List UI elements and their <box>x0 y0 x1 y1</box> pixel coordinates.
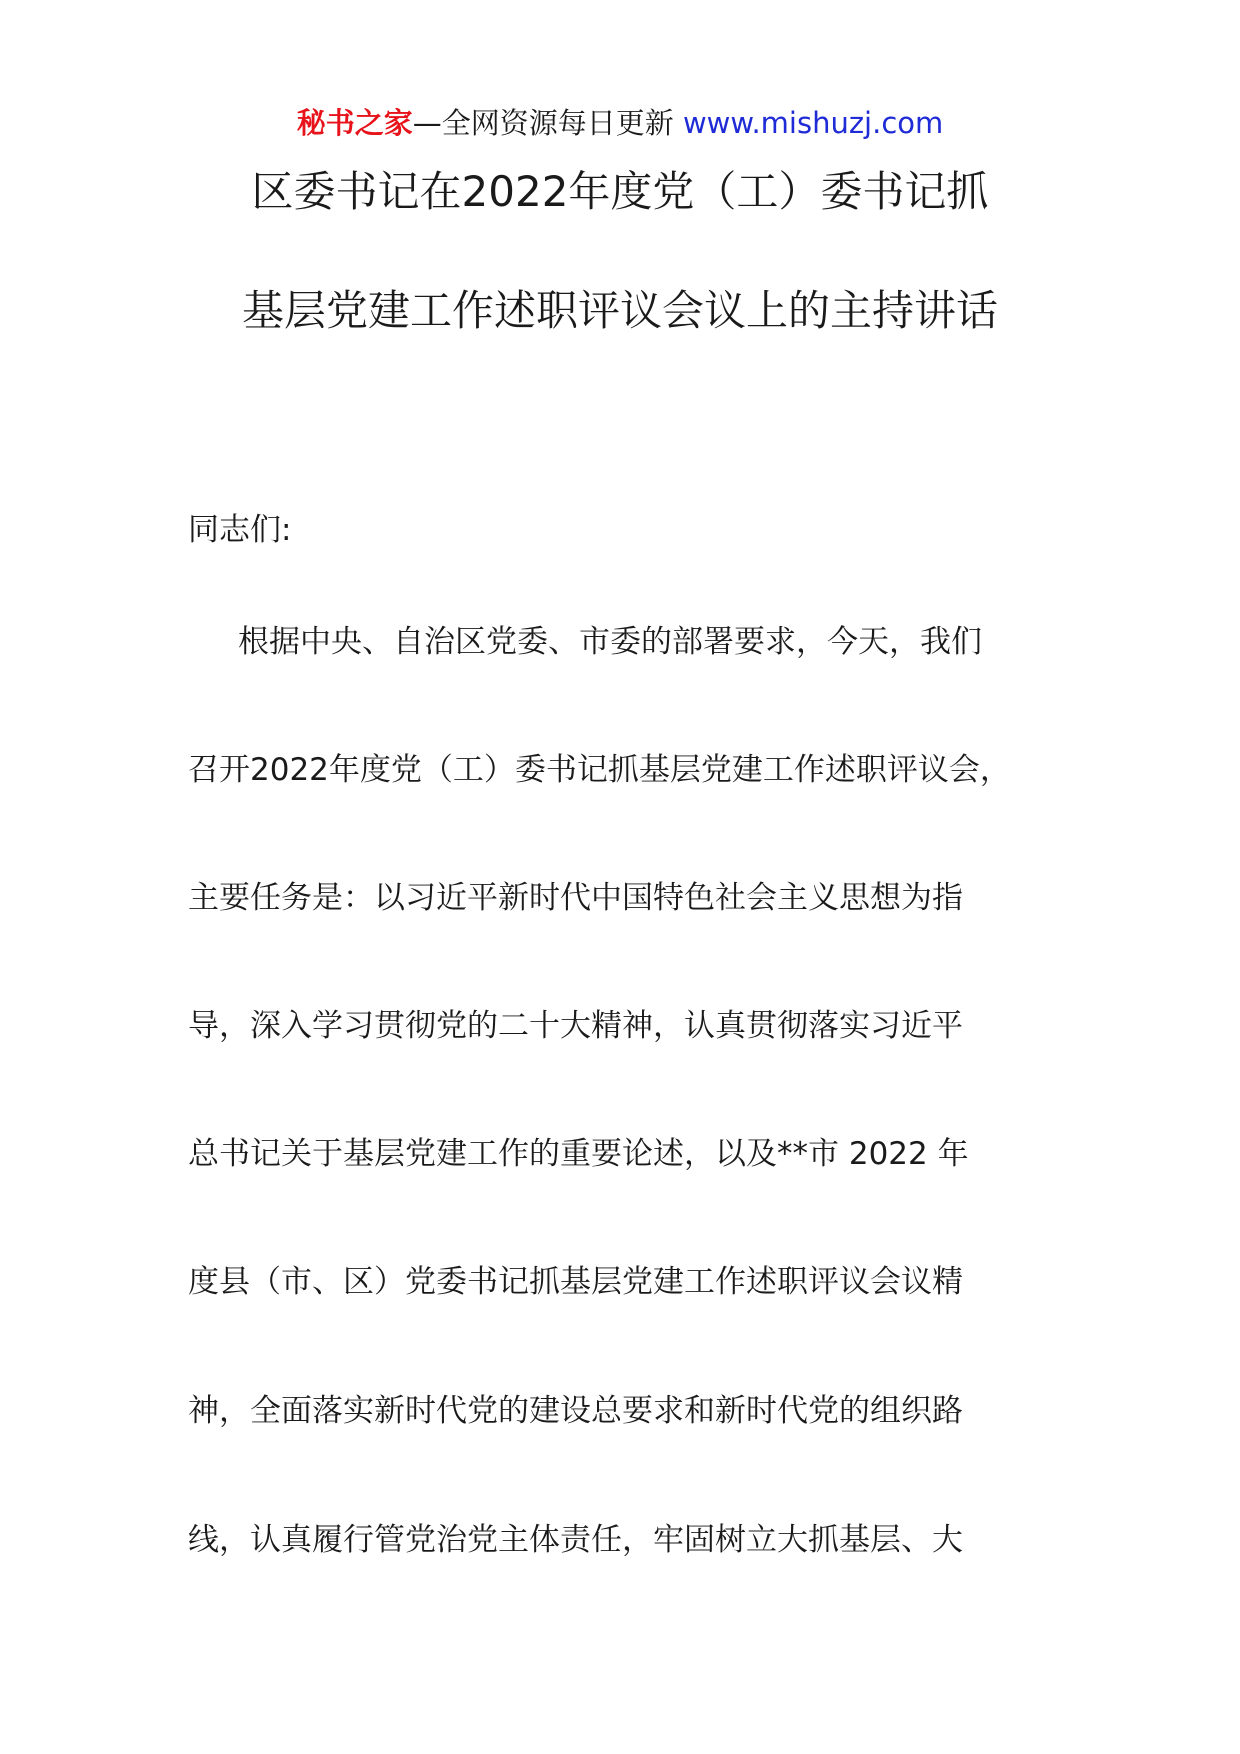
header-tagline: —全网资源每日更新 <box>412 106 683 140</box>
paragraph-line: 线，认真履行管党治党主体责任，牢固树立大抓基层、大 <box>188 1522 963 1558</box>
site-header <box>0 103 1240 143</box>
document-title-line-1: 区委书记在2022年度党（工）委书记抓 <box>251 167 989 216</box>
paragraph-line: 导，深入学习贯彻党的二十大精神，认真贯彻落实习近平 <box>188 1008 963 1044</box>
document-title-line-2: 基层党建工作述职评议会议上的主持讲话 <box>241 286 998 335</box>
salutation: 同志们: <box>188 512 292 548</box>
brand-name: 秘书之家 <box>296 106 413 140</box>
paragraph-line: 总书记关于基层党建工作的重要论述，以及**市 2022 年 <box>188 1136 969 1172</box>
paragraph-line: 主要任务是：以习近平新时代中国特色社会主义思想为指 <box>188 880 963 916</box>
paragraph-line: 召开2022年度党（工）委书记抓基层党建工作述职评议会， <box>188 752 1011 788</box>
paragraph-line: 根据中央、自治区党委、市委的部署要求，今天，我们 <box>238 624 982 660</box>
paragraph-line: 度县（市、区）党委书记抓基层党建工作述职评议会议精 <box>188 1264 963 1300</box>
site-url-link[interactable]: www.mishuzj.com <box>682 106 944 140</box>
paragraph-line: 神，全面落实新时代党的建设总要求和新时代党的组织路 <box>188 1393 963 1429</box>
